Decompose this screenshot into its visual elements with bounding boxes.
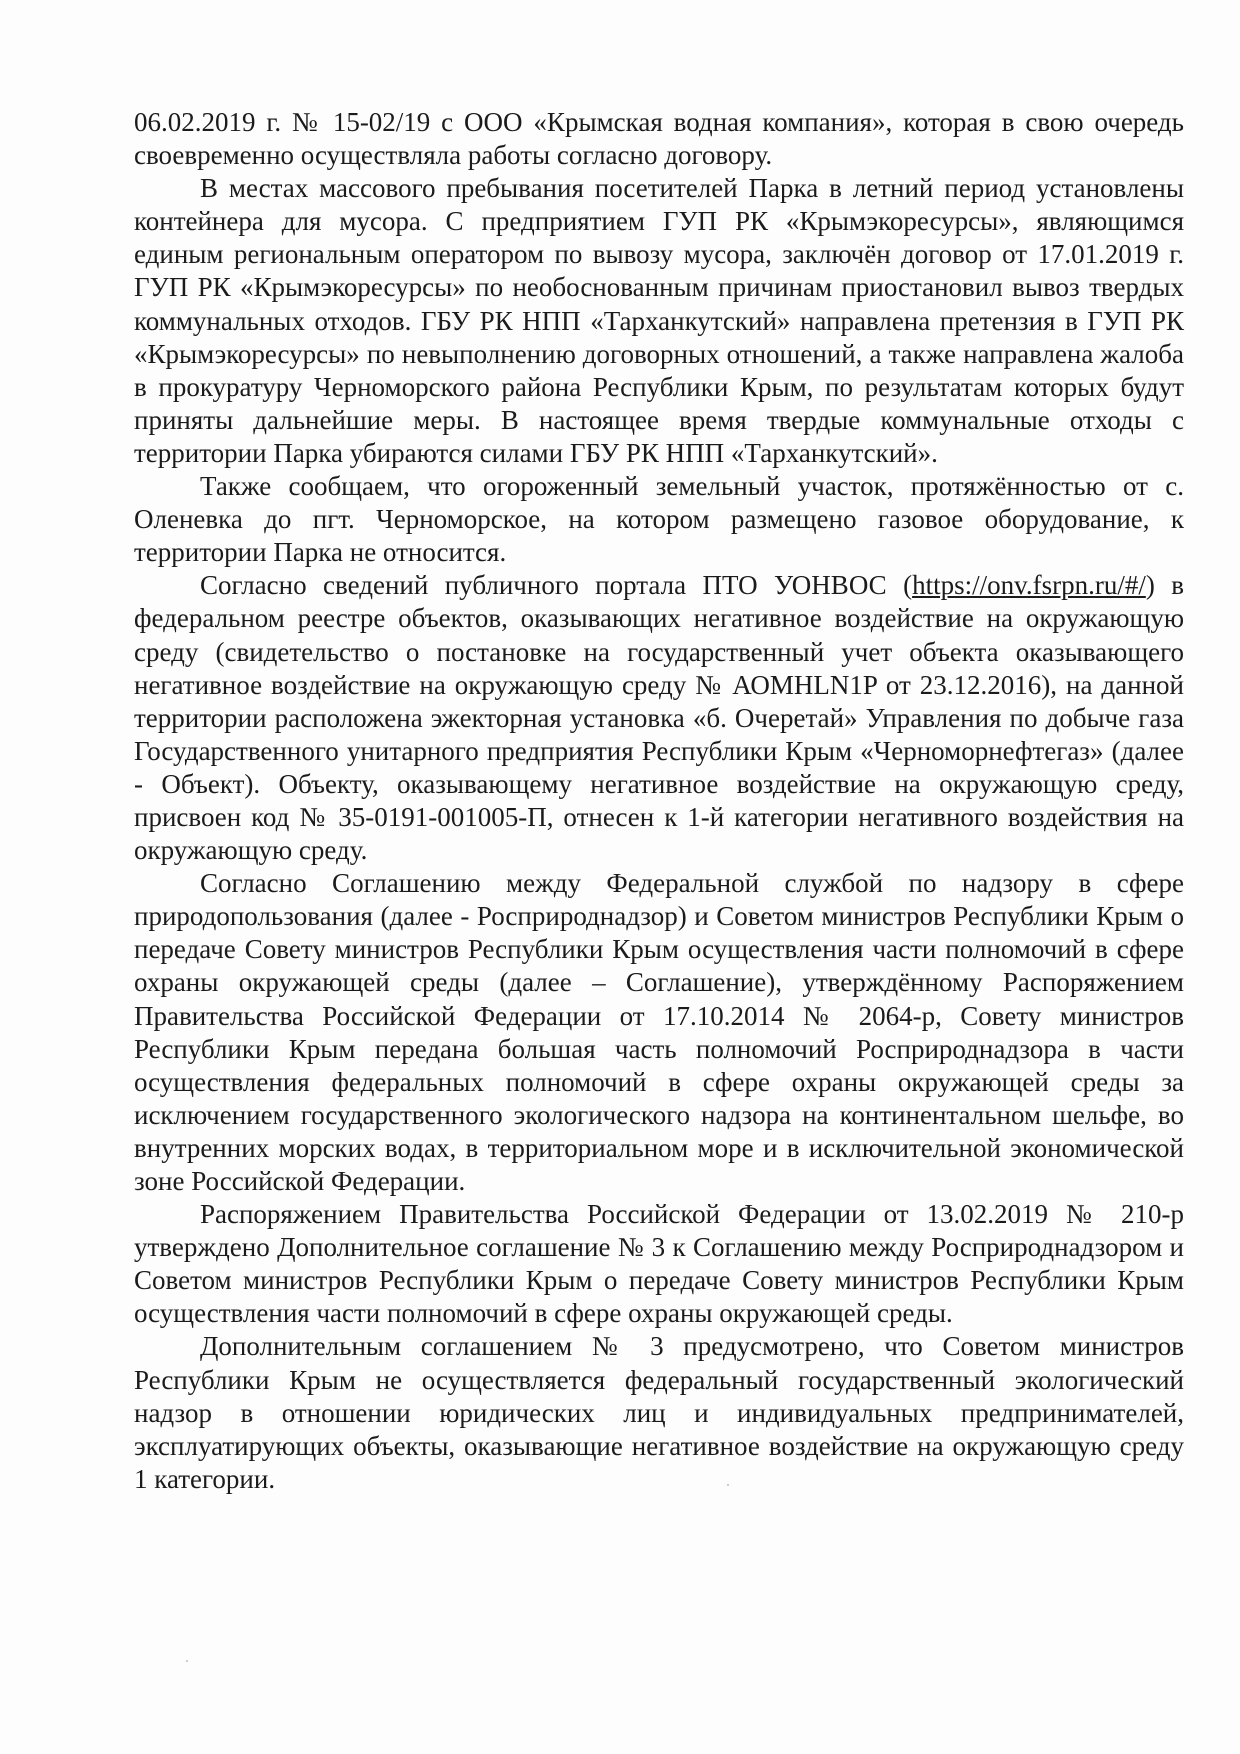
paragraph-6: Распоряжением Правительства Российской Федерации от 13.02.2019 № 210-р утверждено Дополнительное соглашение № 3 к Соглашению между Росприроднадзором и Советом министров Республики Крым о передаче Совету министров Республики Крым осуществления части полномочий в сфере охраны окружающей среды.	[134, 1199, 1184, 1329]
paragraph-3: Также сообщаем, что огороженный земельный участок, протяжённостью от с. Оленевка до пгт. Черноморское, на котором размещено газовое оборудование, к территории Парка не относится.	[134, 471, 1184, 568]
portal-link[interactable]: https://onv.fsrpn.ru/#/	[912, 570, 1146, 601]
scan-speck	[727, 1484, 729, 1486]
paragraph-7: Дополнительным соглашением № 3 предусмотрено, что Советом министров Республики Крым не осуществляется федеральный государственный экологический надзор в отношении юридических лиц и индивидуальных предпринимателей, эксплуатирующих объекты, оказывающие негативное воздействие на окружающую среду 1 категории.	[134, 1331, 1184, 1494]
paragraph-4-text-end: ) в федеральном реестре объектов, оказывающих негативное воздействие на окружающую среду (свидетельство о постановке на государственный учет объекта оказывающего негативное воздействие на окружающую среду № АОМHLN1P от 23.12.2016), на данной территории расположена эжекторная установка «б. Очеретай» Управления по добыче газа Государственного унитарного предприятия Республики Крым «Черноморнефтегаз» (далее - Объект). Объекту, оказывающему негативное воздействие на окружающую среду, присвоен код № 35-0191-001005-П, отнесен к 1-й категории негативного воздействия на окружающую среду.	[134, 570, 1184, 866]
paragraph-4	[134, 569, 1184, 867]
paragraph-2: В местах массового пребывания посетителей Парка в летний период установлены контейнера для мусора. С предприятием ГУП РК «Крымэкоресурсы», являющимся единым региональным оператором по вывозу мусора, заключён договор от 17.01.2019 г. ГУП РК «Крымэкоресурсы» по необоснованным причинам приостановил вывоз твердых коммунальных отходов. ГБУ РК НПП «Тарханкутский» направлена претензия в ГУП РК «Крымэкоресурсы» по невыполнению договорных отношений, а также направлена жалоба в прокуратуру Черноморского района Республики Крым, по результатам которых будут приняты дальнейшие меры. В настоящее время твердые коммунальные отходы с территории Парка убираются силами ГБУ РК НПП «Тарханкутский».	[134, 173, 1184, 468]
scan-speck	[186, 1660, 188, 1662]
paragraph-4-text-start: Согласно сведений публичного портала ПТО УОНВОС (	[200, 570, 913, 601]
paragraph-5: Согласно Соглашению между Федеральной службой по надзору в сфере природопользования (далее - Росприроднадзор) и Советом министров Республики Крым о передаче Совету министров Республики Крым осуществления части полномочий в сфере охраны окружающей среды (далее – Соглашение), утверждённому Распоряжением Правительства Российской Федерации от 17.10.2014 № 2064-р, Совету министров Республики Крым передана большая часть полномочий Росприроднадзора в части осуществления федеральных полномочий в сфере охраны окружающей среды за исключением государственного экологического надзора на континентальном шельфе, во внутренних морских водах, в территориальном море и в исключительной экономической зоне Российской Федерации.	[134, 868, 1184, 1196]
paragraph-1: 06.02.2019 г. № 15-02/19 с ООО «Крымская водная компания», которая в свою очередь своевременно осуществляла работы согласно договору.	[134, 107, 1184, 171]
